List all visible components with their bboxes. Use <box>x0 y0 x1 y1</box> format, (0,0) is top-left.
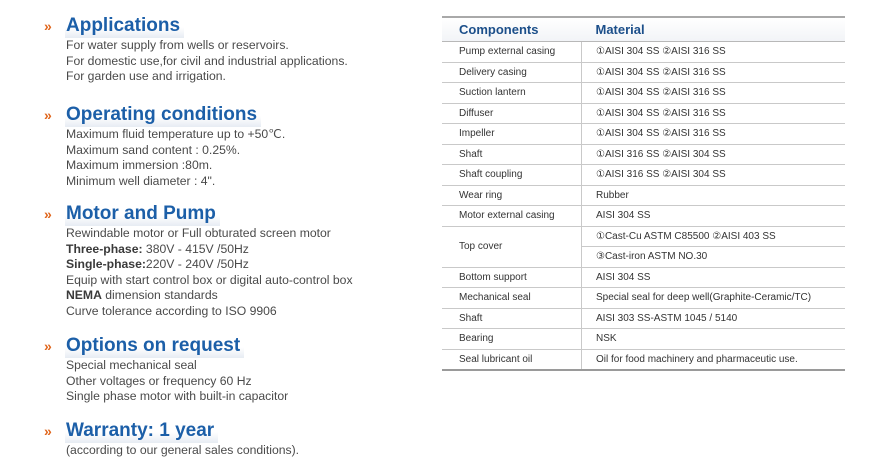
table-row <box>442 124 845 145</box>
material-cell: AISI 304 SS <box>582 267 846 288</box>
text-line: Curve tolerance according to ISO 9906 <box>66 303 277 318</box>
material-cell: ①AISI 304 SS ②AISI 316 SS <box>582 83 846 104</box>
table-row <box>442 83 845 104</box>
component-cell: Seal lubricant oil <box>442 349 582 370</box>
text-line <box>66 288 424 304</box>
text-line <box>66 242 424 258</box>
component-cell: Shaft <box>442 308 582 329</box>
three-phase-label: Three-phase: <box>66 241 143 256</box>
section-applications <box>44 14 424 85</box>
table-row <box>442 185 845 206</box>
material-cell: ③Cast-iron ASTM NO.30 <box>582 247 846 268</box>
material-cell: NSK <box>582 329 846 350</box>
single-phase-value: 220V - 240V /50Hz <box>145 257 249 272</box>
material-cell: Rubber <box>582 185 846 206</box>
table-row <box>442 308 845 329</box>
text-line: Other voltages or frequency 60 Hz <box>66 373 252 388</box>
section-motor-and-pump <box>44 202 424 320</box>
material-cell: Special seal for deep well(Graphite-Ceramic/TC) <box>582 288 846 309</box>
component-cell: Pump external casing <box>442 42 582 63</box>
text-line <box>66 257 424 273</box>
text-line: Special mechanical seal <box>66 358 197 372</box>
section-body <box>66 358 424 405</box>
text-line: Maximum fluid temperature up to +50℃. <box>66 127 286 141</box>
table-row <box>442 144 845 165</box>
section-title: Options on request <box>65 334 244 358</box>
material-cell: AISI 303 SS-ASTM 1045 / 5140 <box>582 308 846 329</box>
column-header-components: Components <box>442 17 582 42</box>
bullet-icon: » <box>44 206 52 222</box>
table-row <box>442 329 845 350</box>
material-cell: AISI 304 SS <box>582 206 846 227</box>
text-line: Rewindable motor or Full obturated screen motor <box>66 226 331 240</box>
bullet-icon: » <box>44 107 52 123</box>
text-line: For domestic use,for civil and industrial applications. <box>66 53 348 68</box>
material-cell: ①AISI 304 SS ②AISI 316 SS <box>582 62 846 83</box>
section-title: Applications <box>65 14 184 38</box>
component-cell: Impeller <box>442 124 582 145</box>
section-body <box>66 226 424 320</box>
component-cell: Diffuser <box>442 103 582 124</box>
text-line: For water supply from wells or reservoirs. <box>66 38 289 52</box>
bullet-icon: » <box>44 423 52 439</box>
material-cell: ①AISI 316 SS ②AISI 304 SS <box>582 144 846 165</box>
component-cell: Shaft <box>442 144 582 165</box>
section-title: Motor and Pump <box>65 202 220 226</box>
table-row <box>442 206 845 227</box>
material-cell: ①AISI 304 SS ②AISI 316 SS <box>582 42 846 63</box>
bullet-icon: » <box>44 18 52 34</box>
table-row <box>442 226 845 247</box>
section-body <box>66 38 424 85</box>
text-line: Maximum sand content : 0.25%. <box>66 142 241 157</box>
material-cell: ①AISI 304 SS ②AISI 316 SS <box>582 103 846 124</box>
component-cell: Bearing <box>442 329 582 350</box>
table-row <box>442 267 845 288</box>
components-table <box>442 16 845 371</box>
material-cell: ①Cast-Cu ASTM C85500 ②AISI 403 SS <box>582 226 846 247</box>
component-cell: Shaft coupling <box>442 165 582 186</box>
nema-label: NEMA <box>66 288 102 303</box>
nema-value: dimension standards <box>101 288 218 303</box>
component-cell: Wear ring <box>442 185 582 206</box>
section-operating-conditions <box>44 103 424 189</box>
text-line: For garden use and irrigation. <box>66 69 226 84</box>
section-title: Warranty: 1 year <box>65 419 218 443</box>
table-row <box>442 165 845 186</box>
component-cell: Top cover <box>442 226 582 267</box>
text-line: Equip with start control box or digital auto-control box <box>66 272 353 287</box>
material-cell: ①AISI 304 SS ②AISI 316 SS <box>582 124 846 145</box>
component-cell: Motor external casing <box>442 206 582 227</box>
three-phase-value: 380V - 415V /50Hz <box>142 241 249 256</box>
table-row <box>442 103 845 124</box>
section-title: Operating conditions <box>65 103 261 127</box>
table-row <box>442 62 845 83</box>
section-body <box>66 127 424 189</box>
table-row <box>442 288 845 309</box>
bullet-icon: » <box>44 338 52 354</box>
material-cell: ①AISI 316 SS ②AISI 304 SS <box>582 165 846 186</box>
section-body <box>66 443 424 459</box>
component-cell: Delivery casing <box>442 62 582 83</box>
table-row <box>442 349 845 370</box>
section-warranty <box>44 419 424 459</box>
material-cell: Oil for food machinery and pharmaceutic use. <box>582 349 846 370</box>
section-options <box>44 334 424 405</box>
component-cell: Bottom support <box>442 267 582 288</box>
text-line: Minimum well diameter : 4". <box>66 173 216 188</box>
table-header-row <box>442 17 845 42</box>
text-line: Single phase motor with built-in capacitor <box>66 389 289 404</box>
component-cell: Suction lantern <box>442 83 582 104</box>
text-line: Maximum immersion :80m. <box>66 158 213 173</box>
component-cell: Mechanical seal <box>442 288 582 309</box>
single-phase-label: Single-phase: <box>66 257 146 272</box>
column-header-material: Material <box>582 17 846 42</box>
text-line: (according to our general sales conditions). <box>66 443 300 457</box>
table-row <box>442 42 845 63</box>
